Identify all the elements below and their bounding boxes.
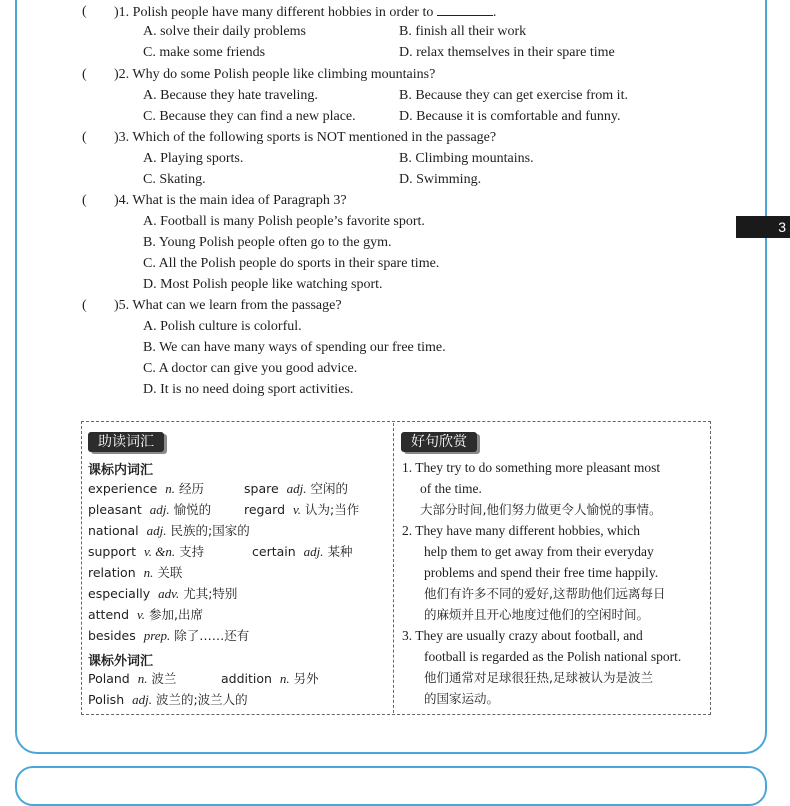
vocab-entry: especially adv. 尤其;特别 [88, 586, 238, 601]
vocab-entry: regard v. 认为;当作 [244, 502, 360, 517]
question-stem: )1. Polish people have many different hobbies in order to . [114, 5, 497, 20]
vocab-entry: besides prep. 除了……还有 [88, 628, 250, 643]
sentence-badge: 好句欣赏 [401, 432, 477, 452]
option-d[interactable]: D. It is no need doing sport activities. [143, 382, 354, 397]
vocab-badge: 助读词汇 [88, 432, 164, 452]
question-stem: )5. What can we learn from the passage? [114, 298, 342, 313]
option-b[interactable]: B. Young Polish people often go to the gym. [143, 235, 392, 250]
question-stem: )2. Why do some Polish people like climbing mountains? [114, 67, 436, 82]
next-section-frame [15, 766, 767, 806]
option-a[interactable]: A. solve their daily problems [143, 24, 306, 39]
vocab-entry: pleasant adj. 愉悦的 [88, 502, 212, 517]
option-d[interactable]: D. relax themselves in their spare time [399, 45, 615, 60]
option-a[interactable]: A. Polish culture is colorful. [143, 319, 302, 334]
column-divider [393, 423, 394, 713]
vocab-entry: Polish adj. 波兰的;波兰人的 [88, 692, 248, 707]
vocab-entry: relation n. 关联 [88, 565, 183, 580]
option-a[interactable]: A. Because they hate traveling. [143, 88, 318, 103]
vocab-entry: national adj. 民族的;国家的 [88, 523, 250, 538]
option-c[interactable]: C. A doctor can give you good advice. [143, 361, 358, 376]
question-stem: )3. Which of the following sports is NOT mentioned in the passage? [114, 130, 497, 145]
vocab-entry: support v. &n. 支持 [88, 544, 205, 559]
option-d[interactable]: D. Most Polish people like watching sport. [143, 277, 383, 292]
sentence-line: 2. They have many different hobbies, which [402, 523, 640, 538]
vocab-entry: experience n. 经历 [88, 481, 204, 496]
answer-paren[interactable]: ( [82, 67, 87, 82]
in-syllabus-title: 课标内词汇 [88, 463, 154, 478]
out-syllabus-title: 课标外词汇 [88, 654, 154, 669]
unit-tab: 3 [736, 216, 790, 238]
sentence-translation: 的国家运动。 [424, 691, 500, 706]
sentence-line: help them to get away from their everyday [424, 544, 654, 559]
sentence-translation: 大部分时间,他们努力做更令人愉悦的事情。 [420, 502, 662, 517]
vocab-entry: addition n. 另外 [221, 671, 319, 686]
sentence-line: 1. They try to do something more pleasant most [402, 460, 661, 475]
option-d[interactable]: D. Swimming. [399, 172, 482, 187]
option-b[interactable]: B. finish all their work [399, 24, 527, 39]
option-c[interactable]: C. Because they can find a new place. [143, 109, 356, 124]
option-c[interactable]: C. All the Polish people do sports in their spare time. [143, 256, 440, 271]
vocab-entry: attend v. 参加,出席 [88, 607, 203, 622]
answer-paren[interactable]: ( [82, 130, 87, 145]
option-c[interactable]: C. Skating. [143, 172, 206, 187]
vocab-entry: spare adj. 空闲的 [244, 481, 348, 496]
option-b[interactable]: B. Because they can get exercise from it. [399, 88, 628, 103]
option-a[interactable]: A. Playing sports. [143, 151, 244, 166]
fill-blank[interactable] [437, 3, 493, 16]
option-c[interactable]: C. make some friends [143, 45, 266, 60]
answer-paren[interactable]: ( [82, 4, 87, 19]
option-b[interactable]: B. Climbing mountains. [399, 151, 534, 166]
vocab-entry: certain adj. 某种 [252, 544, 353, 559]
option-d[interactable]: D. Because it is comfortable and funny. [399, 109, 621, 124]
sentence-line: problems and spend their free time happily. [424, 565, 659, 580]
sentence-line: 3. They are usually crazy about football, and [402, 628, 643, 643]
sentence-translation: 他们通常对足球很狂热,足球被认为是波兰 [424, 670, 653, 685]
answer-paren[interactable]: ( [82, 298, 87, 313]
sentence-translation: 的麻烦并且开心地度过他们的空闲时间。 [424, 607, 650, 622]
answer-paren[interactable]: ( [82, 193, 87, 208]
option-a[interactable]: A. Football is many Polish people’s favorite sport. [143, 214, 425, 229]
question-stem: )4. What is the main idea of Paragraph 3? [114, 193, 347, 208]
option-b[interactable]: B. We can have many ways of spending our free time. [143, 340, 446, 355]
sentence-line: football is regarded as the Polish national sport. [424, 649, 682, 664]
sentence-translation: 他们有许多不同的爱好,这帮助他们远离每日 [424, 586, 666, 601]
sentence-line: of the time. [420, 481, 482, 496]
vocab-entry: Poland n. 波兰 [88, 671, 177, 686]
